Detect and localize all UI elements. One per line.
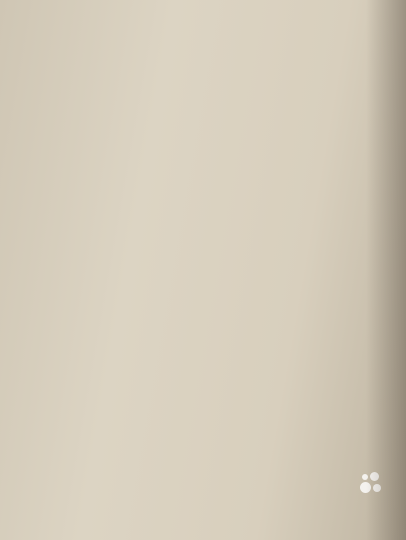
page-shadow <box>366 0 406 540</box>
avito-watermark <box>358 470 388 496</box>
avito-logo-icon <box>358 470 384 496</box>
